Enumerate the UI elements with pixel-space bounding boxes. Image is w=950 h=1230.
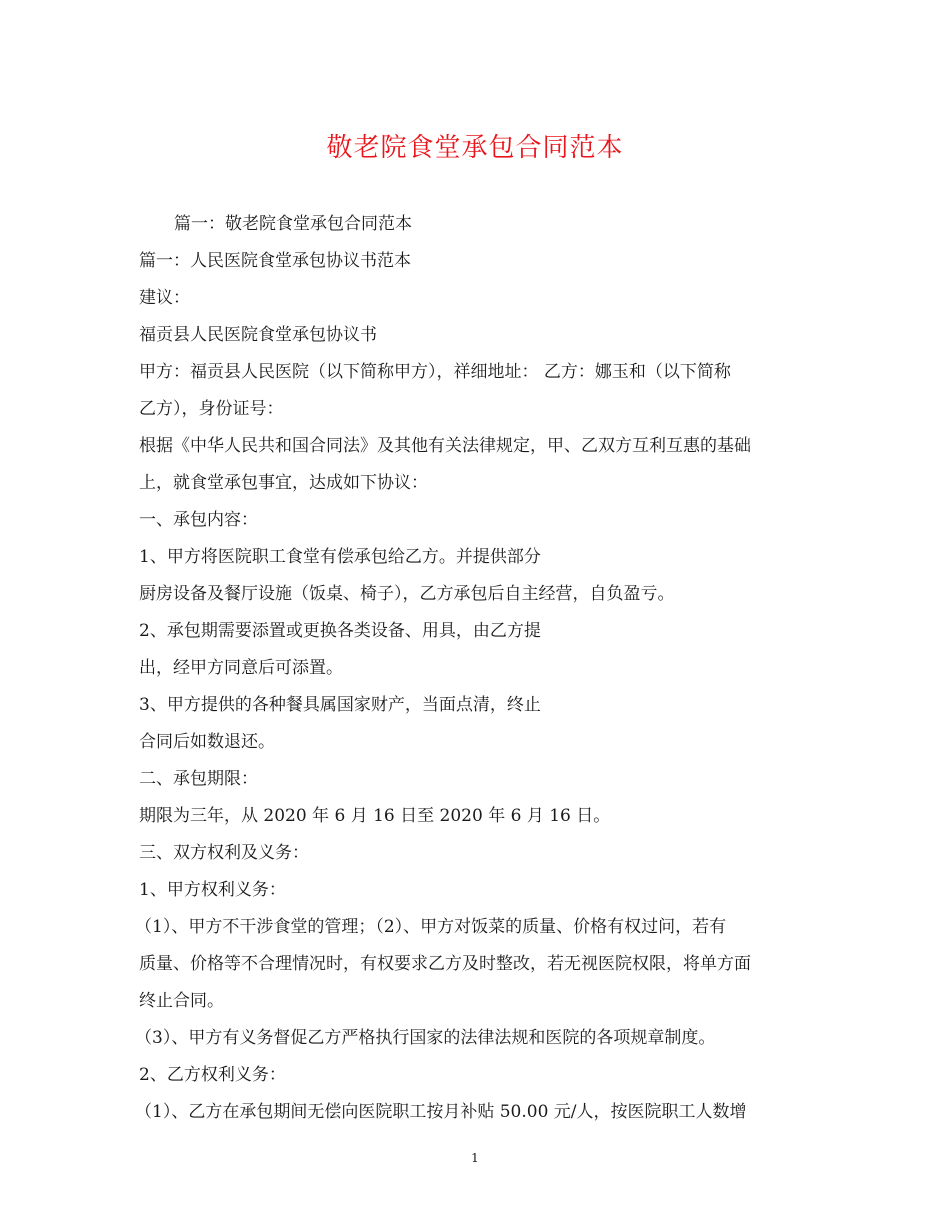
- text-line: 根据《中华人民共和国合同法》及其他有关法律规定，甲、乙双方互利互惠的基础: [139, 436, 751, 456]
- section-heading: 一、承包内容：: [139, 510, 258, 530]
- text-line: 终止合同。: [139, 991, 224, 1011]
- text-line: 甲方：福贡县人民医院（以下简称甲方），祥细地址： 乙方：娜玉和（以下简称: [139, 362, 731, 382]
- text-line: 3、甲方提供的各种餐具属国家财产，当面点清，终止: [139, 695, 541, 715]
- text-line: 上，就食堂承包事宜，达成如下协议：: [139, 473, 428, 493]
- text-line: 出，经甲方同意后可添置。: [139, 658, 343, 678]
- text-line: 篇一：人民医院食堂承包协议书范本: [139, 251, 411, 271]
- text-line: 乙方），身份证号：: [139, 399, 284, 419]
- text-line: 质量、价格等不合理情况时，有权要求乙方及时整改，若无视医院权限，将单方面: [139, 954, 751, 974]
- text-line: 期限为三年，从 2020 年 6 月 16 日至 2020 年 6 月 16 日。: [139, 806, 611, 826]
- page-number: 1: [471, 1151, 479, 1165]
- document-title: 敬老院食堂承包合同范本: [326, 133, 624, 163]
- section-heading: 三、双方权利及义务：: [139, 843, 309, 863]
- text-line: 1、甲方将医院职工食堂有偿承包给乙方。并提供部分: [139, 547, 541, 567]
- text-line: 2、承包期需要添置或更换各类设备、用具，由乙方提: [139, 621, 541, 641]
- text-line: 建议：: [139, 288, 190, 308]
- document-body: [135, 206, 819, 1131]
- text-line: （1）、乙方在承包期间无偿向医院职工按月补贴 50.00 元/人，按医院职工人数增: [135, 1102, 747, 1122]
- text-line: （1）、甲方不干涉食堂的管理；（2）、甲方对饭菜的质量、价格有权过问，若有: [135, 917, 727, 937]
- text-line: 厨房设备及餐厅设施（饭桌、椅子），乙方承包后自主经营，自负盈亏。: [139, 584, 675, 604]
- section-heading: 二、承包期限：: [139, 769, 258, 789]
- text-line: （3）、甲方有义务督促乙方严格执行国家的法律法规和医院的各项规章制度。: [135, 1028, 716, 1048]
- text-line: 篇一：敬老院食堂承包合同范本: [174, 214, 412, 234]
- text-line: 福贡县人民医院食堂承包协议书: [139, 325, 377, 345]
- text-line: 1、甲方权利义务：: [139, 880, 286, 900]
- text-line: 2、乙方权利义务：: [139, 1065, 286, 1085]
- text-line: 合同后如数退还。: [139, 732, 275, 752]
